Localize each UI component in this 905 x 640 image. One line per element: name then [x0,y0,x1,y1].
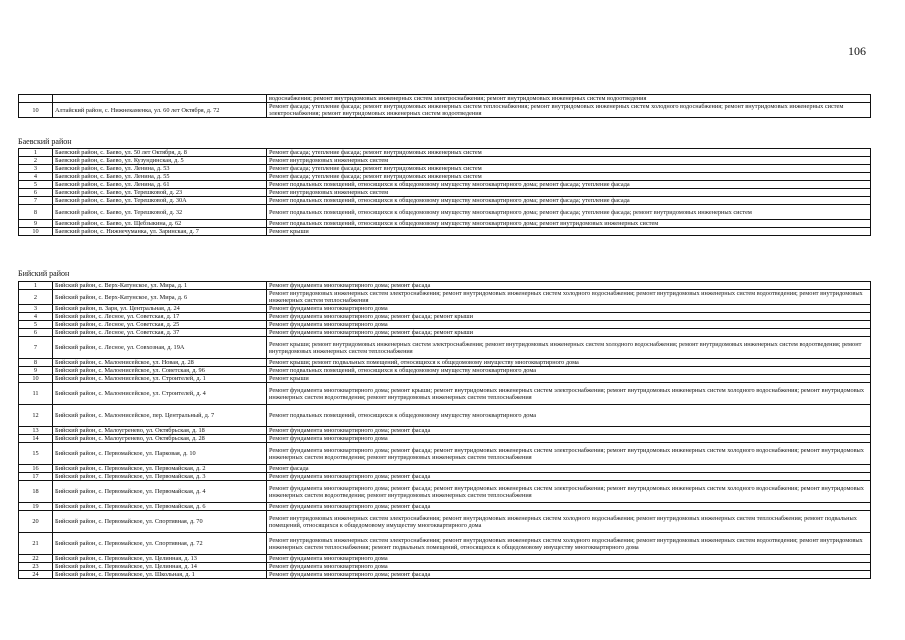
row-address: Бийский район, с. Первомайское, ул. Парковая, д. 10 [53,443,267,465]
table-row [19,427,871,435]
row-number: 14 [19,435,53,443]
row-address: Бийский район, с. Первомайское, ул. Целинная, д. 13 [53,555,267,563]
row-address: Баевский район, с. Баево, ул. Терешковой, д. 32 [53,205,267,220]
row-address: Бийский район, с. Первомайское, ул. Целинная, д. 14 [53,563,267,571]
table-row [19,533,871,555]
row-address: Бийский район, с. Верх-Катунское, ул. Мира, д. 6 [53,290,267,305]
table-row [19,383,871,405]
row-works: Ремонт подвальных помещений, относящихся к общедомовому имуществу многоквартирного дома; ремонт фасада; утепление фасада [267,181,871,189]
district-table-biysk [18,281,871,579]
row-number: 18 [19,481,53,503]
row-works: Ремонт фундамента многоквартирного дома [267,435,871,443]
row-number: 5 [19,321,53,329]
district-heading-biysk: Бийский район [18,269,70,278]
table-row [19,290,871,305]
table-row [19,465,871,473]
table-row [19,435,871,443]
row-number: 9 [19,220,53,228]
row-address: Алтайский район, с. Нижнекаменка, ул. 60 лет Октября, д. 72 [53,103,267,118]
row-works: Ремонт фундамента многоквартирного дома; ремонт фасада; ремонт крыши [267,329,871,337]
table-row [19,103,871,118]
table-row [19,405,871,427]
row-address: Бийский район, с. Первомайское, ул. Спортивная, д. 70 [53,511,267,533]
row-works: Ремонт внутридомовых инженерных систем электроснабжения; ремонт внутридомовых инженерных систем холодного водоснабжения; ремонт внутридомовых инженерных систем водоотведения; ремонт внутридомовых инженерных систем теплоснабжения [267,290,871,305]
table-row [19,228,871,236]
row-number: 23 [19,563,53,571]
row-works: Ремонт подвальных помещений, относящихся к общедомовому имуществу многоквартирного дома [267,405,871,427]
table-row [19,282,871,290]
continuation-table [18,94,871,118]
row-works: Ремонт фундамента многоквартирного дома; ремонт фасада; ремонт крыши [267,313,871,321]
row-number: 12 [19,405,53,427]
table-row [19,321,871,329]
row-number: 11 [19,383,53,405]
row-number: 19 [19,503,53,511]
row-number: 4 [19,313,53,321]
table-row [19,337,871,359]
table-row [19,511,871,533]
row-number: 10 [19,375,53,383]
row-works: Ремонт фасада; утепление фасада; ремонт внутридомовых инженерных систем теплоснабжения; ремонт внутридомовых инженерных систем холодного водоснабжения; ремонт внутридомовых инженерных систем электроснабжения; ремонт внутридомовых инженерных систем водоотведения [267,103,871,118]
table-row [19,473,871,481]
row-works: Ремонт фундамента многоквартирного дома [267,555,871,563]
table-row [19,571,871,579]
row-number: 3 [19,165,53,173]
row-works: Ремонт фасада [267,465,871,473]
row-address: Бийский район, с. Первомайское, ул. Первомайская, д. 3 [53,473,267,481]
row-number: 2 [19,290,53,305]
row-works: Ремонт крыши [267,375,871,383]
table-row [19,197,871,205]
table-row [19,220,871,228]
row-address: Баевский район, с. Баево, ул. Ленина, д. 53 [53,165,267,173]
row-works: Ремонт фундамента многоквартирного дома; ремонт крыши; ремонт внутридомовых инженерных систем электроснабжения; ремонт внутридомовых инженерных систем холодного водоснабжения; ремонт внутридомовых инженерных систем водоотведения; ремонт внутридомовых инженерных систем теплоснабжения [267,383,871,405]
page-number: 106 [848,44,866,58]
row-number: 24 [19,571,53,579]
row-address: Бийский район, с. Лесное, ул. Совхозная, д. 19А [53,337,267,359]
table-row [19,359,871,367]
row-number: 10 [19,228,53,236]
row-number: 1 [19,149,53,157]
row-address: Бийский район, с. Лесное, ул. Советская, д. 25 [53,321,267,329]
row-number: 10 [19,103,53,118]
row-number: 17 [19,473,53,481]
row-works: Ремонт внутридомовых инженерных систем электроснабжения; ремонт внутридомовых инженерных систем холодного водоснабжения; ремонт внутридомовых инженерных систем теплоснабжения; ремонт подвальных помещений, относящихся к общедомовому имуществу многоквартирного дома [267,511,871,533]
row-address: Баевский район, с. Баево, ул. Ленина, д. 55 [53,173,267,181]
table-row [19,329,871,337]
row-number: 13 [19,427,53,435]
row-works: Ремонт крыши; ремонт подвальных помещений, относящихся к общедомовому имуществу многоквартирного дома [267,359,871,367]
row-works: Ремонт фундамента многоквартирного дома; ремонт фасада [267,571,871,579]
row-works: Ремонт фундамента многоквартирного дома; ремонт фасада; ремонт внутридомовых инженерных систем электроснабжения; ремонт внутридомовых инженерных систем холодного водоснабжения; ремонт внутридомовых инженерных систем водоотведения; ремонт внутридомовых инженерных систем теплоснабжения [267,443,871,465]
table-row [19,181,871,189]
district-table-baevsky [18,148,871,236]
row-address: Баевский район, с. Баево, ул. 50 лет Октября, д. 8 [53,149,267,157]
row-works: Ремонт фундамента многоквартирного дома [267,321,871,329]
row-works: Ремонт фундамента многоквартирного дома; ремонт фасада; ремонт внутридомовых инженерных систем электроснабжения; ремонт внутридомовых инженерных систем холодного водоснабжения; ремонт внутридомовых инженерных систем водоотведения; ремонт внутридомовых инженерных систем теплоснабжения [267,481,871,503]
table-row [19,149,871,157]
row-number: 9 [19,367,53,375]
row-address: Баевский район, с. Баево, ул. Терешковой, д. 30А [53,197,267,205]
row-works: Ремонт фасада; утепление фасада; ремонт внутридомовых инженерных систем [267,173,871,181]
table-row [19,367,871,375]
row-works: Ремонт фундамента многоквартирного дома [267,563,871,571]
row-number: 2 [19,157,53,165]
table-row [19,157,871,165]
row-address: Бийский район, с. Первомайское, ул. Первомайская, д. 6 [53,503,267,511]
row-address: Бийский район, с. Малоенисейское, ул. Строителей, д. 4 [53,383,267,405]
row-address: Баевский район, с. Баево, ул. Щебзыкина, д. 62 [53,220,267,228]
row-address: Бийский район, п. Заря, ул. Центральная, д. 24 [53,305,267,313]
row-works: Ремонт фундамента многоквартирного дома [267,305,871,313]
row-works: Ремонт внутридомовых инженерных систем [267,157,871,165]
row-works: Ремонт фундамента многоквартирного дома; ремонт фасада [267,503,871,511]
row-works: Ремонт фундамента многоквартирного дома; ремонт фасада [267,427,871,435]
row-number: 4 [19,173,53,181]
row-address: Баевский район, с. Баево, ул. Ленина, д. 61 [53,181,267,189]
table-row [19,173,871,181]
table-row [19,95,871,103]
row-works: Ремонт подвальных помещений, относящихся к общедомовому имуществу многоквартирного дома; ремонт фасада; утепление фасада; ремонт внутридомовых инженерных систем [267,205,871,220]
district-heading-baevsky: Баевский район [18,137,72,146]
row-number: 22 [19,555,53,563]
row-works: Ремонт крыши [267,228,871,236]
row-address: Бийский район, с. Малоенисейское, ул. Строителей, д. 1 [53,375,267,383]
row-number: 7 [19,197,53,205]
row-address: Бийский район, с. Первомайское, ул. Первомайская, д. 2 [53,465,267,473]
row-number: 5 [19,181,53,189]
table-row [19,189,871,197]
table-row [19,305,871,313]
row-works: Ремонт крыши; ремонт внутридомовых инженерных систем электроснабжения; ремонт внутридомовых инженерных систем холодного водоснабжения; ремонт внутридомовых инженерных систем водоотведения; ремонт внутридомовых инженерных систем теплоснабжения [267,337,871,359]
row-number: 8 [19,205,53,220]
row-address: Бийский район, с. Верх-Катунское, ул. Мира, д. 1 [53,282,267,290]
row-number [19,95,53,103]
row-address: Баевский район, с. Нижнечуманка, ул. Заринская, д. 7 [53,228,267,236]
row-number: 7 [19,337,53,359]
row-number: 6 [19,189,53,197]
row-address [53,95,267,103]
row-works: Ремонт фасада; утепление фасада; ремонт внутридомовых инженерных систем [267,149,871,157]
row-address: Бийский район, с. Первомайское, ул. Спортивная, д. 72 [53,533,267,555]
row-number: 1 [19,282,53,290]
row-works: Ремонт внутридомовых инженерных систем электроснабжения; ремонт внутридомовых инженерных систем холодного водоснабжения; ремонт внутридомовых инженерных систем водоотведения; ремонт внутридомовых инженерных систем теплоснабжения; ремонт подвальных помещений, относящихся к общедомовому имуществу многоквартирного дома [267,533,871,555]
table-row [19,555,871,563]
row-number: 20 [19,511,53,533]
row-works: водоснабжения; ремонт внутридомовых инженерных систем электроснабжения; ремонт внутридомовых инженерных систем водоотведения [267,95,871,103]
row-address: Баевский район, с. Баево, ул. Кузундинская, д. 5 [53,157,267,165]
table-row [19,205,871,220]
row-address: Бийский район, с. Малоугренево, ул. Октябрьская, д. 28 [53,435,267,443]
row-address: Бийский район, с. Малоенисейское, ул. Новая, д. 28 [53,359,267,367]
row-number: 16 [19,465,53,473]
table-row [19,443,871,465]
row-number: 8 [19,359,53,367]
table-row [19,503,871,511]
row-works: Ремонт подвальных помещений, относящихся к общедомовому имуществу многоквартирного дома [267,367,871,375]
table-row [19,563,871,571]
row-address: Баевский район, с. Баево, ул. Терешковой, д. 23 [53,189,267,197]
row-works: Ремонт подвальных помещений, относящихся к общедомовому имуществу многоквартирного дома; ремонт внутридомовых инженерных систем [267,220,871,228]
row-address: Бийский район, с. Первомайское, ул. Школьная, д. 1 [53,571,267,579]
table-row [19,481,871,503]
table-row [19,165,871,173]
row-number: 3 [19,305,53,313]
row-works: Ремонт фундамента многоквартирного дома; ремонт фасада [267,282,871,290]
table-row [19,375,871,383]
row-works: Ремонт внутридомовых инженерных систем [267,189,871,197]
row-number: 6 [19,329,53,337]
row-number: 15 [19,443,53,465]
row-works: Ремонт фасада; утепление фасада; ремонт внутридомовых инженерных систем [267,165,871,173]
row-address: Бийский район, с. Первомайское, ул. Первомайская, д. 4 [53,481,267,503]
row-address: Бийский район, с. Лесное, ул. Советская, д. 37 [53,329,267,337]
row-address: Бийский район, с. Малоенисейское, пер. Центральный, д. 7 [53,405,267,427]
row-address: Бийский район, с. Лесное, ул. Советская, д. 17 [53,313,267,321]
row-works: Ремонт фундамента многоквартирного дома; ремонт фасада [267,473,871,481]
row-address: Бийский район, с. Малоенисейское, ул. Советская, д. 96 [53,367,267,375]
table-row [19,313,871,321]
row-number: 21 [19,533,53,555]
row-address: Бийский район, с. Малоугренево, ул. Октябрьская, д. 18 [53,427,267,435]
row-works: Ремонт подвальных помещений, относящихся к общедомовому имуществу многоквартирного дома; ремонт фасада; утепление фасада [267,197,871,205]
